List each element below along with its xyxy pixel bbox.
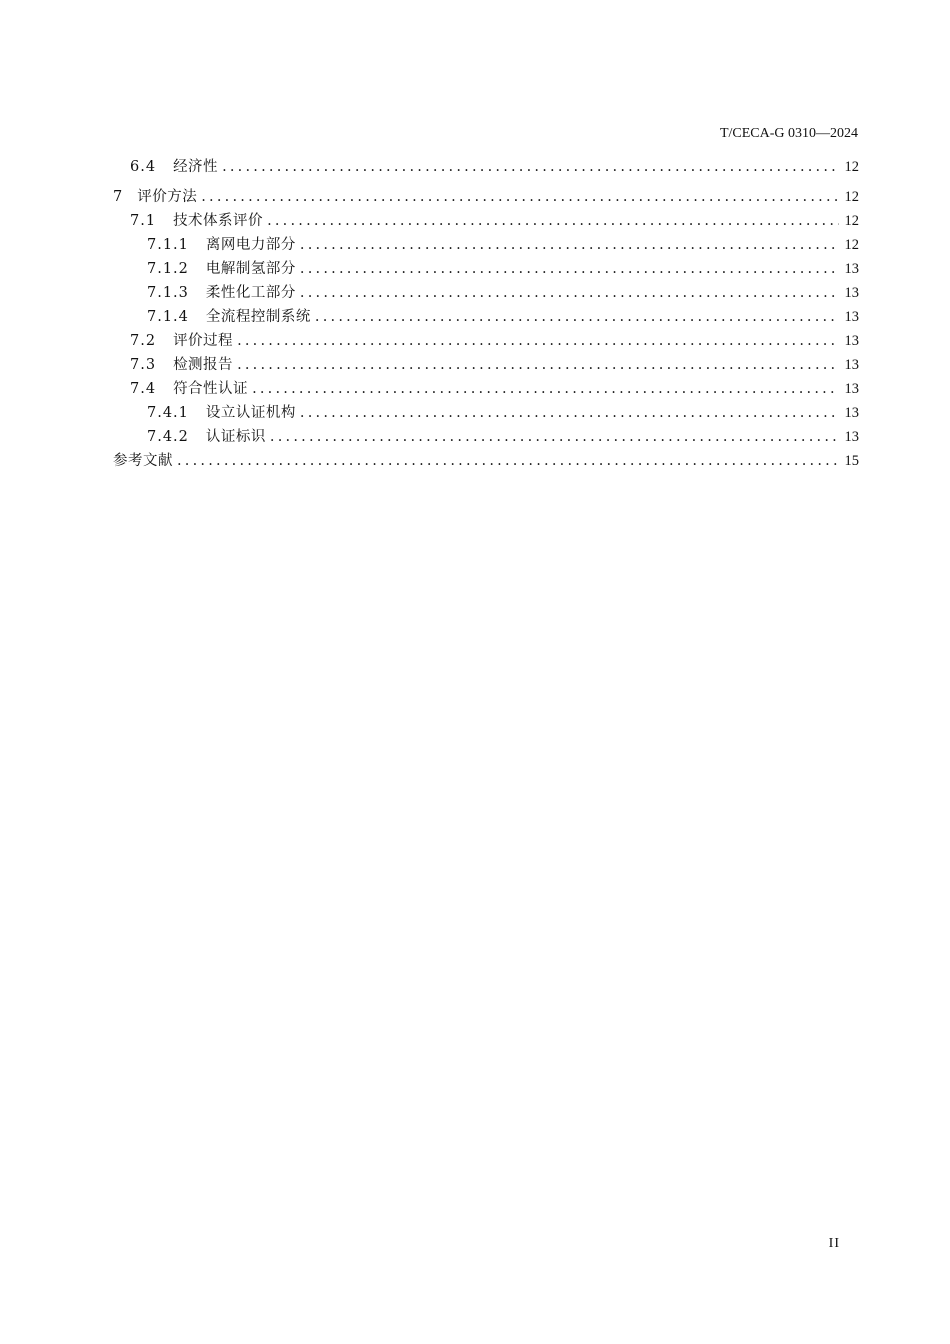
standard-code: T/CECA-G 0310—2024 [719,126,858,141]
toc-entry-title: 柔性化工部分 [205,285,296,301]
toc-entry-title: 认证标识 [205,429,266,445]
toc-entry-7-1-4[interactable] [113,305,859,329]
toc-entry-number: 6.4 [130,159,157,175]
toc-entry-number: 7.1.4 [147,309,189,325]
dot-leader [252,377,838,401]
toc-entry-page: 15 [844,453,859,469]
dot-leader [270,425,839,449]
toc-entry-title: 设立认证机构 [205,405,296,421]
dot-leader [222,155,838,179]
toc-entry-number: 7.4.1 [147,405,189,421]
toc-entry-7-4-2[interactable] [113,425,859,449]
dot-leader [300,281,839,305]
toc-entry-page: 13 [844,261,859,277]
dot-leader [267,209,838,233]
toc-entry-7-1-2[interactable] [113,257,859,281]
toc-entry-number: 7.3 [130,357,157,373]
dot-leader [300,401,839,425]
dot-leader [315,305,839,329]
toc-entry-title: 经济性 [173,159,219,175]
toc-entry-page: 13 [844,405,859,421]
toc-entry-title: 技术体系评价 [173,213,264,229]
dot-leader [177,449,839,473]
toc-entry-title: 符合性认证 [173,381,249,397]
toc-entry-number: 7.1.1 [147,237,189,253]
table-of-contents [113,155,859,473]
toc-entry-page: 13 [844,381,859,397]
toc-entry-title: 电解制氢部分 [205,261,296,277]
toc-entry-number: 7.4 [130,381,157,397]
dot-leader [300,257,839,281]
toc-entry-page: 13 [844,429,859,445]
toc-entry-number: 7 [113,189,124,205]
toc-entry-number: 7.1 [130,213,157,229]
toc-entry-7[interactable] [113,185,859,209]
toc-entry-number: 7.4.2 [147,429,189,445]
toc-entry-7-2[interactable] [113,329,859,353]
dot-leader [201,185,838,209]
toc-entry-title: 离网电力部分 [205,237,296,253]
toc-entry-page: 12 [844,159,859,175]
toc-entry-title: 参考文献 [113,453,173,469]
toc-entry-page: 13 [844,309,859,325]
toc-entry-page: 12 [844,189,859,205]
toc-entry-page: 13 [844,285,859,301]
toc-entry-7-1-1[interactable] [113,233,859,257]
dot-leader [300,233,839,257]
toc-entry-page: 13 [844,357,859,373]
toc-entry-7-1-3[interactable] [113,281,859,305]
toc-entry-title: 评价方法 [137,189,198,205]
toc-entry-number: 7.1.3 [147,285,189,301]
toc-entry-page: 12 [844,213,859,229]
toc-entry-7-4[interactable] [113,377,859,401]
toc-entry-6-4[interactable] [113,155,859,179]
toc-entry-number: 7.1.2 [147,261,189,277]
dot-leader [237,353,838,377]
toc-entry-title: 全流程控制系统 [205,309,311,325]
toc-entry-7-1[interactable] [113,209,859,233]
dot-leader [237,329,838,353]
toc-entry-page: 13 [844,333,859,349]
page-number: II [828,1236,840,1251]
toc-entry-page: 12 [844,237,859,253]
toc-entry-7-3[interactable] [113,353,859,377]
toc-entry-number: 7.2 [130,333,157,349]
toc-entry-title: 检测报告 [173,357,234,373]
toc-entry-7-4-1[interactable] [113,401,859,425]
toc-entry-references[interactable] [113,449,859,473]
toc-entry-title: 评价过程 [173,333,234,349]
